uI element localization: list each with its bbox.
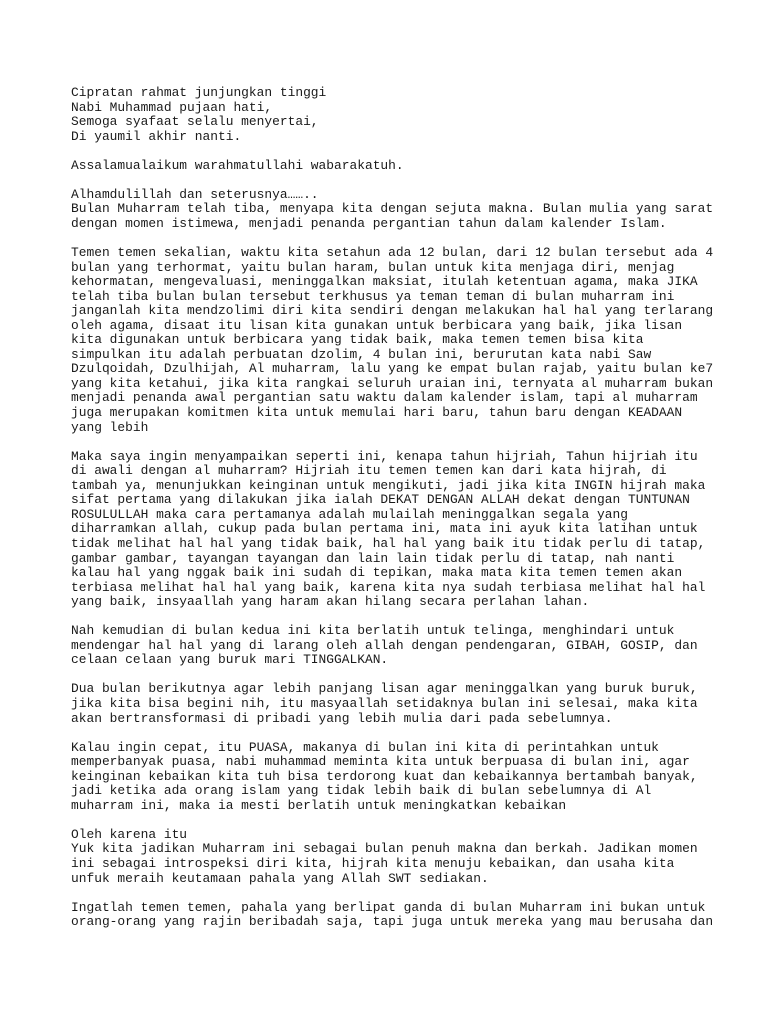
- paragraph-next-months: Dua bulan berikutnya agar lebih panjang lisan agar meninggalkan yang buruk buruk, jika kita bisa begini nih, itu masyaallah setidaknya bulan ini selesai, maka kita akan bertransformasi di pribadi yang lebih mulia dari pada sebelumnya.: [71, 681, 698, 726]
- paragraph-opening: Alhamdulillah dan seterusnya…….. Bulan Muharram telah tiba, menyapa kita dengan sejuta makna. Bulan mulia yang sarat dengan momen istimewa, menjadi penanda pergantian tahun dalam kalender Islam.: [71, 186, 714, 231]
- document-body: [71, 86, 741, 930]
- paragraph-greeting: Assalamualaikum warahmatullahi wabarakatuh.: [71, 157, 404, 173]
- paragraph-haram-months: Temen temen sekalian, waktu kita setahun ada 12 bulan, dari 12 bulan tersebut ada 4 bulan yang terhormat, yaitu bulan haram, bulan untuk kita menjaga diri, menjag kehormatan, mengevaluasi, meninggalkan maksiat, itulah ketentuan agama, maka JIKA telah tiba bulan bulan tersebut terkhusus ya teman teman di bulan muharram ini janganlah kita mendzolimi diri kita sendiri dengan melakukan hal hal yang terlarang oleh agama, disaat itu lisan kita gunakan untuk berbicara yang baik, jika lisan kita digunakan untuk berbicara yang tidak baik, maka temen temen bisa kita simpulkan itu adalah perbuatan dzolim, 4 bulan ini, berurutan kata nabi Saw Dzulqoidah, Dzulhijah, Al muharram, lalu yang ke empat bulan rajab, yaitu bulan ke7 yang kita ketahui, jika kita rangkai seluruh uraian ini, ternyata al muharram bukan menjadi penanda awal pergantian satu waktu dalam kalender islam, tapi al muharram juga merupakan komitmen kita untuk memulai hari baru, tahun baru dengan KEADAAN yang lebih: [71, 245, 714, 435]
- paragraph-second-month: Nah kemudian di bulan kedua ini kita berlatih untuk telinga, menghindari untuk mendengar hal hal yang di larang oleh allah dengan pendengaran, GIBAH, GOSIP, dan celaan celaan yang buruk mari TINGGALKAN.: [71, 623, 698, 668]
- paragraph-hijriah: Maka saya ingin menyampaikan seperti ini, kenapa tahun hijriah, Tahun hijriah itu di awali dengan al muharram? Hijriah itu temen temen kan dari kata hijrah, di tambah ya, menunjukkan keinginan untuk mengikuti, jadi jika kita INGIN hijrah maka sifat pertama yang dilakukan jika ialah DEKAT DENGAN ALLAH dekat dengan TUNTUNAN ROSULULLAH maka cara pertamanya adalah mulailah meninggalkan segala yang diharramkan allah, cukup pada bulan pertama ini, mata ini ayuk kita latihan untuk tidak melihat hal hal yang tidak baik, hal hal yang baik itu tidak perlu di tatap, gambar gambar, tayangan tayangan dan lain lain tidak perlu di tatap, nah nanti kalau hal yang nggak baik ini sudah di tepikan, maka mata kita temen temen akan terbiasa melihat hal hal yang baik, karena kita nya sudah terbiasa melihat hal hal yang baik, insyaallah yang haram akan hilang secara perlahan lahan.: [71, 448, 706, 610]
- paragraph-poem: Cipratan rahmat junjungkan tinggi Nabi Muhammad pujaan hati, Semoga syafaat selalu menyertai, Di yaumil akhir nanti.: [71, 85, 327, 144]
- paragraph-fasting: Kalau ingin cepat, itu PUASA, makanya di bulan ini kita di perintahkan untuk memperbanyak puasa, nabi muhammad meminta kita untuk berpuasa di bulan ini, agar keinginan kebaikan kita tuh bisa terdorong kuat dan kebaikannya bertambah banyak, jadi ketika ada orang islam yang tidak lebih baik di bulan sebelumnya di Al muharram ini, maka ia mesti berlatih untuk meningkatkan kebaikan: [71, 739, 698, 813]
- paragraph-conclusion: Oleh karena itu Yuk kita jadikan Muharram ini sebagai bulan penuh makna dan berkah. Jadikan momen ini sebagai introspeksi diri kita, hijrah kita menuju kebaikan, dan usaha kita unfuk meraih keutamaan pahala yang Allah SWT sediakan.: [71, 826, 698, 886]
- paragraph-reminder: Ingatlah temen temen, pahala yang berlipat ganda di bulan Muharram ini bukan untuk orang-orang yang rajin beribadah saja, tapi juga untuk mereka yang mau berusaha dan: [71, 899, 714, 930]
